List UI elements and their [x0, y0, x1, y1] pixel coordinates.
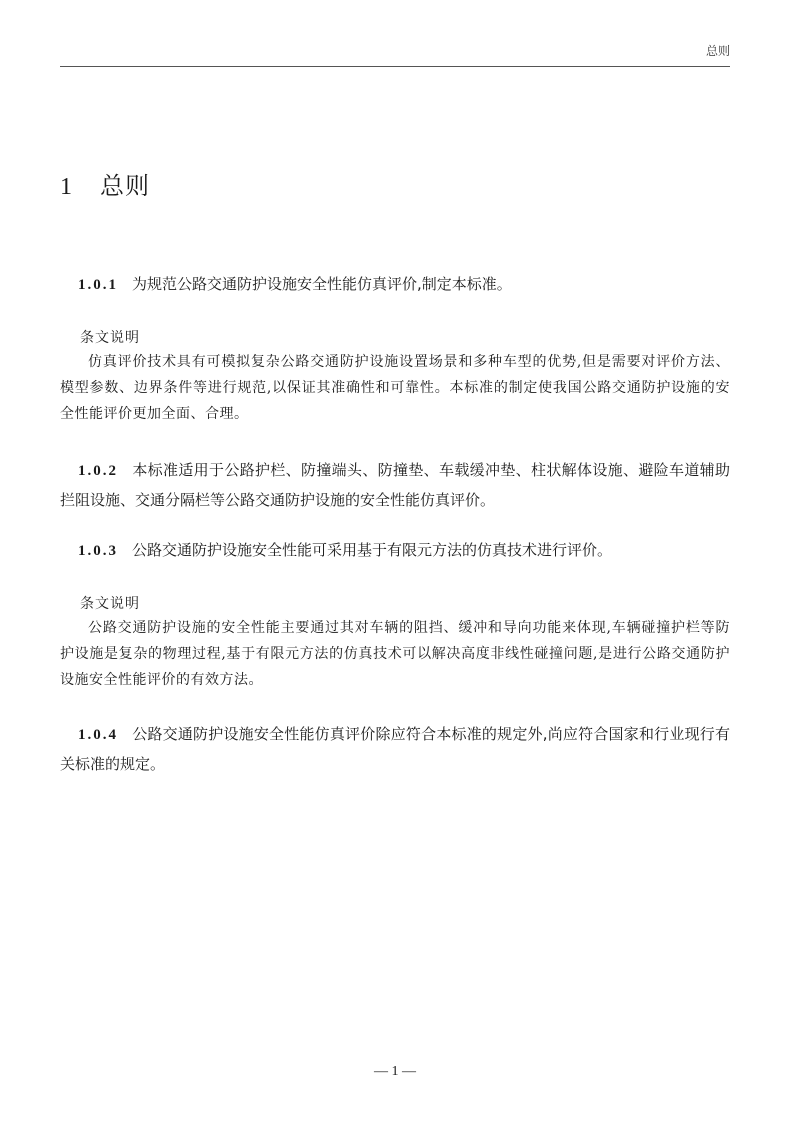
page-number: — 1 —: [374, 1064, 416, 1079]
clause-number: 1.0.1: [78, 277, 118, 293]
note-body: 公路交通防护设施的安全性能主要通过其对车辆的阻挡、缓冲和导向功能来体现,车辆碰撞护栏等防护设施是复杂的物理过程,基于有限元方法的仿真技术可以解决高度非线性碰撞问题,是进行公路交通防护设施安全性能评价的有效方法。: [60, 620, 730, 688]
clause-text: 公路交通防护设施安全性能可采用基于有限元方法的仿真技术进行评价。: [132, 541, 613, 559]
note-heading: 条文说明: [80, 330, 140, 346]
clause-1-0-2: [60, 456, 730, 515]
chapter-title: 总则: [100, 172, 150, 200]
header-rule: [60, 66, 730, 67]
clause-text: 本标准适用于公路护栏、防撞端头、防撞垫、车载缓冲垫、柱状解体设施、避险车道辅助拦阻设施、交通分隔栏等公路交通防护设施的安全性能仿真评价。: [60, 461, 730, 509]
chapter-heading: [60, 166, 150, 201]
running-header-title: 总则: [705, 44, 730, 58]
clause-number: 1.0.4: [78, 727, 118, 743]
clause-1-0-4: [60, 720, 730, 779]
clause-text: 为规范公路交通防护设施安全性能仿真评价,制定本标准。: [132, 275, 512, 293]
clause-text: 公路交通防护设施安全性能仿真评价除应符合本标准的规定外,尚应符合国家和行业现行有关标准的规定。: [60, 725, 730, 773]
clause-1-0-1: [60, 270, 730, 300]
clause-1-0-3: [60, 536, 730, 566]
clause-number: 1.0.2: [78, 463, 118, 479]
clause-number: 1.0.3: [78, 543, 118, 559]
note-body: 仿真评价技术具有可模拟复杂公路交通防护设施设置场景和多种车型的优势,但是需要对评价方法、模型参数、边界条件等进行规范,以保证其准确性和可靠性。本标准的制定使我国公路交通防护设施的安全性能评价更加全面、合理。: [60, 354, 730, 422]
chapter-number: 1: [60, 174, 73, 200]
note-heading: 条文说明: [80, 596, 140, 612]
